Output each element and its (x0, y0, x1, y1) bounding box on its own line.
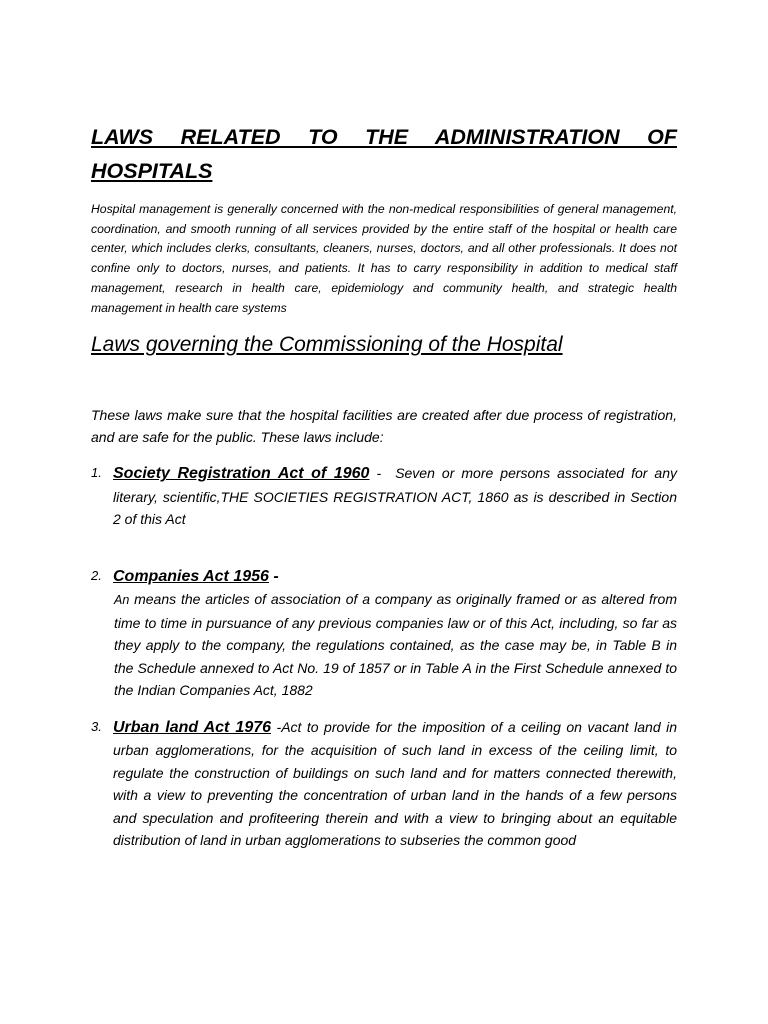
law-name: Urban land Act 1976 (113, 718, 272, 736)
list-number: 3. (91, 718, 102, 734)
list-number: 1. (91, 465, 102, 481)
law-body (113, 565, 677, 589)
lead-paragraph: These laws make sure that the hospital facilities are created after due process of registration, and are safe for the public. These laws include: (91, 407, 677, 445)
list-number: 2. (91, 567, 102, 583)
intro-paragraph: Hospital management is generally concerned with the non-medical responsibilities of general management, coordination, and smooth running of all services provided by the entire staff of the hospital or health care center, which includes clerks, consultants, cleaners, nurses, doctors, and all other professionals. It does not confine only to doctors, nurses, and patients. It has to carry responsibility in addition to medical staff management, research in health care, epidemiology and community health, and strategic health management in health care systems (91, 202, 677, 315)
law-separator: - (268, 567, 279, 585)
law-description-first-word: An (114, 593, 130, 608)
law-name: Companies Act 1956 (113, 567, 269, 585)
law-item (91, 716, 677, 852)
document-title: LAWS RELATED TO THE ADMINISTRATION OF HOSPITALS (91, 125, 677, 183)
law-name: Society Registration Act of 1960 (113, 465, 370, 483)
law-description: Seven or more persons associated for any literary, scientific,THE SOCIETIES REGISTRATION ACT, 1860 as is described in Section 2 of this Act (113, 465, 677, 528)
document-body (91, 120, 677, 852)
law-separator: - (271, 718, 282, 735)
law-separator: - (369, 465, 396, 482)
law-body (113, 716, 677, 852)
law-item (91, 565, 677, 702)
law-body (113, 462, 677, 531)
law-item (91, 462, 677, 531)
section-heading: Laws governing the Commissioning of the Hospital (91, 333, 563, 357)
law-description-text: means the articles of association of a company as originally framed or as altered from time to time in pursuance of any previous companies law or of this Act, including, so far as they apply to the company, the regulations contained, as the case may be, in Table B in the Schedule annexed to Act No. 19 of 1857 or in Table A in the First Schedule annexed to the Indian Companies Act, 1882 (114, 591, 677, 699)
law-description: Act to provide for the imposition of a ceiling on vacant land in urban agglomerations, for the acquisition of such land in excess of the ceiling limit, to regulate the construction of buildings on such land and for matters connected therewith, with a view to preventing the concentration of urban land in the hands of a few persons and speculation and profiteering therein and with a view to bringing about an equitable distribution of land in urban agglomerations to subseries the common good (113, 718, 677, 849)
law-description (114, 588, 677, 702)
